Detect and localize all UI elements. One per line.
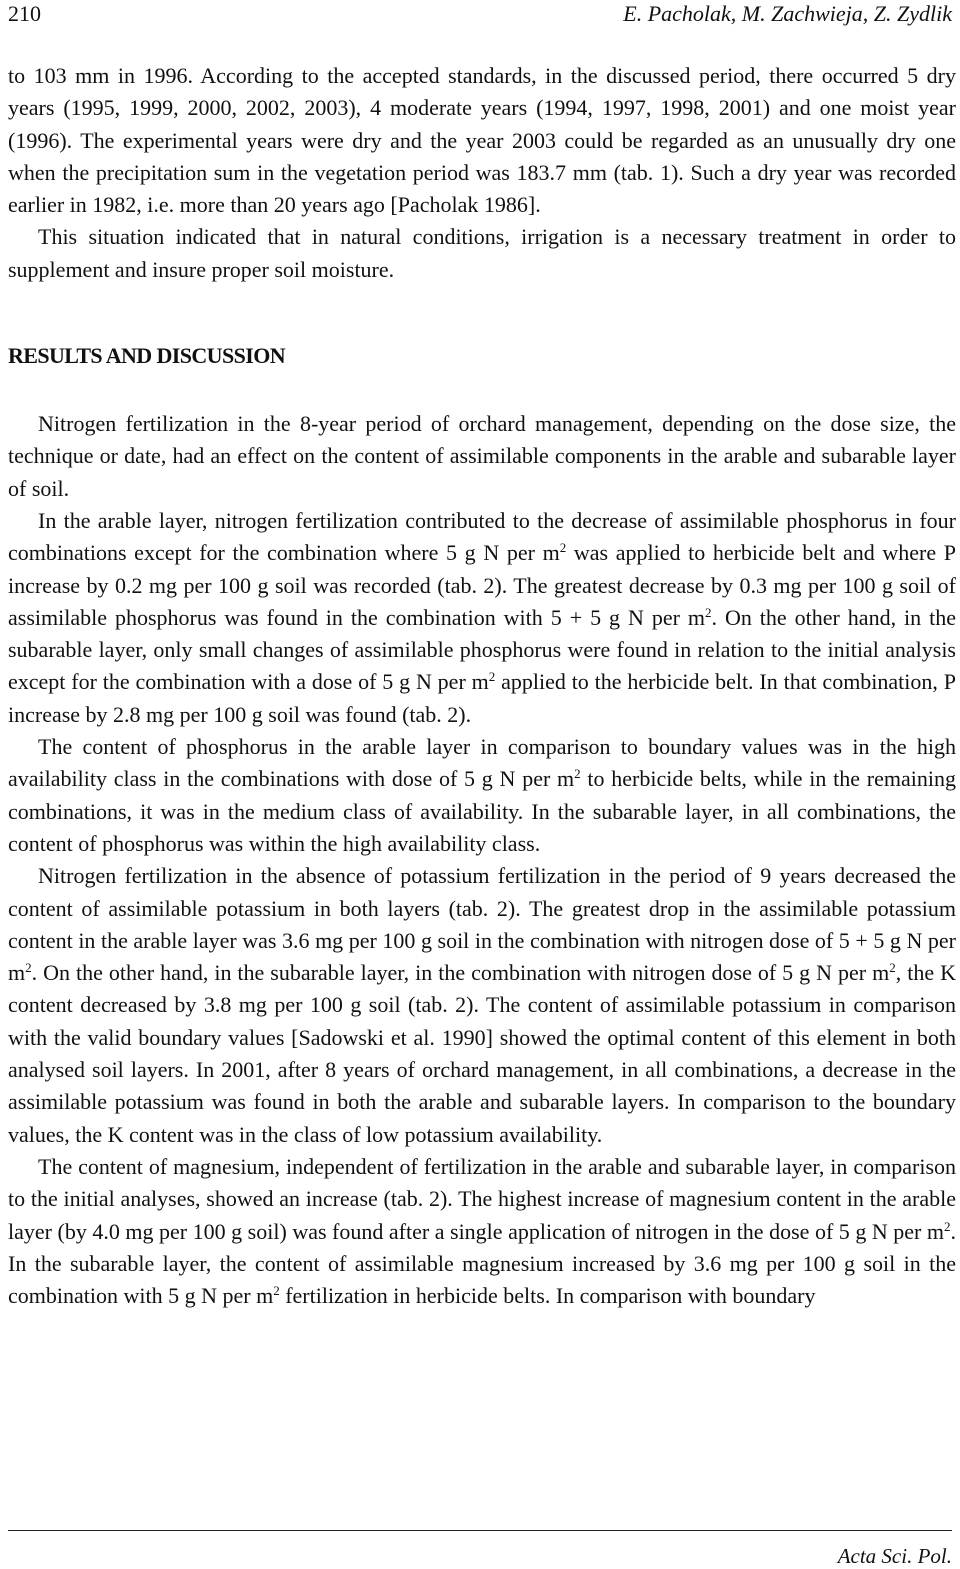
superscript: 2 bbox=[574, 766, 581, 782]
results-paragraph-1 bbox=[8, 408, 956, 505]
running-head-authors: E. Pacholak, M. Zachwieja, Z. Zydlik bbox=[623, 1, 952, 26]
text-segment: This situation indicated that in natural conditions, irrigation is a necessary treatment in order to supplement and insure proper soil moisture. bbox=[8, 224, 956, 282]
journal-name: Acta Sci. Pol. bbox=[837, 1544, 952, 1568]
text-segment: , the K content decreased by 3.8 mg per 100 g soil (tab. 2). The content of assimilable potassium in comparison with the valid boundary values [Sadowski et al. 1990] showed the optimal content of this element in both analysed soil layers. In 2001, after 8 years of orchard management, in all combinations, a decrease in the assimilable potassium was found in both the arable and subarable layers. In comparison to the boundary values, the K content was in the class of low potassium availability. bbox=[8, 960, 957, 1147]
footer-divider bbox=[8, 1530, 952, 1531]
superscript: 2 bbox=[488, 669, 496, 685]
text-segment: to 103 mm in 1996. According to the accepted standards, in the discussed period, there occurred 5 dry years (1995, 1999, 2000, 2002, 2003), 4 moderate years (1994, 1997, 1998, 2001) and one moist year (1996). The experimental years were dry and the year 2003 could be regarded as an unusually dry one when the precipitation sum in the vegetation period was 183.7 mm (tab. 1). Such a dry year was recorded earlier in 1982, i.e. more than 20 years ago [Pacholak 1986]. bbox=[8, 63, 956, 218]
intro-paragraph-2 bbox=[8, 221, 956, 286]
superscript: 2 bbox=[559, 540, 567, 556]
results-paragraph-2 bbox=[8, 505, 956, 731]
body-text bbox=[8, 60, 956, 1312]
superscript: 2 bbox=[25, 960, 32, 976]
text-segment: to herbicide belts, while in the remaining combinations, it was in the medium class of availability. In the subarable layer, in all combinations, the content of phosphorus was within the high availability class. bbox=[8, 766, 956, 856]
running-header bbox=[8, 0, 952, 28]
text-segment: fertilization in herbicide belts. In comparison with boundary bbox=[279, 1283, 816, 1309]
text-segment: Nitrogen fertilization in the 8-year period of orchard management, depending on the dose size, the technique or date, had an effect on the content of assimilable components in the arable and subarable layer of soil. bbox=[8, 411, 956, 501]
superscript: 2 bbox=[889, 960, 896, 976]
superscript: 2 bbox=[705, 604, 712, 620]
results-paragraph-4 bbox=[8, 860, 956, 1151]
superscript: 2 bbox=[273, 1283, 280, 1299]
text-segment: . On the other hand, in the subarable layer, only small changes of assimilable phosphorus were found in relation to the initial analysis except for the combination with a dose of 5 g N per m bbox=[8, 604, 956, 695]
results-paragraph-3 bbox=[8, 731, 956, 860]
text-segment: The content of magnesium, independent of fertilization in the arable and subarable layer, in comparison to the initial analyses, showed an increase (tab. 2). The highest increase of magnesium content in the arable layer (by 4.0 mg per 100 g soil) was found after a single application of nitrogen in the dose of 5 g N per m bbox=[8, 1153, 956, 1244]
page-number: 210 bbox=[8, 1, 41, 26]
text-segment: . In the subarable layer, the content of assimilable magnesium increased by 3.6 mg per 100 g soil in the combination with 5 g N per m bbox=[8, 1218, 956, 1309]
text-segment: The content of phosphorus in the arable layer in comparison to boundary values was in the high availability class in the combinations with dose of 5 g N per m bbox=[8, 734, 956, 792]
superscript: 2 bbox=[944, 1218, 951, 1234]
text-segment: In the arable layer, nitrogen fertilization contributed to the decrease of assimilable phosphorus in four combinations except for the combination where 5 g N per m bbox=[8, 507, 956, 566]
results-paragraph-5 bbox=[8, 1151, 956, 1312]
text-segment: was applied to herbicide belt and where P increase by 0.2 mg per 100 g soil was recorded (tab. 2). The greatest decrease by 0.3 mg per 100 g soil of assimilable phosphorus was found in the combination with 5 + 5 g N per m bbox=[8, 540, 956, 630]
section-heading: RESULTS AND DISCUSSION bbox=[8, 343, 285, 369]
text-segment: applied to the herbicide belt. In that combination, P increase by 2.8 mg per 100 g soil was found (tab. 2). bbox=[8, 669, 956, 727]
text-segment: . On the other hand, in the subarable layer, in the combination with nitrogen dose of 5 g N per m bbox=[31, 960, 890, 986]
text-segment: Nitrogen fertilization in the absence of potassium fertilization in the period of 9 years decreased the content of assimilable potassium in both layers (tab. 2). The greatest drop in the assimilable potassium content in the arable layer was 3.6 mg per 100 g soil in the combination with nitrogen dose of 5 + 5 g N per m bbox=[8, 863, 956, 986]
intro-paragraph-1 bbox=[8, 60, 956, 221]
